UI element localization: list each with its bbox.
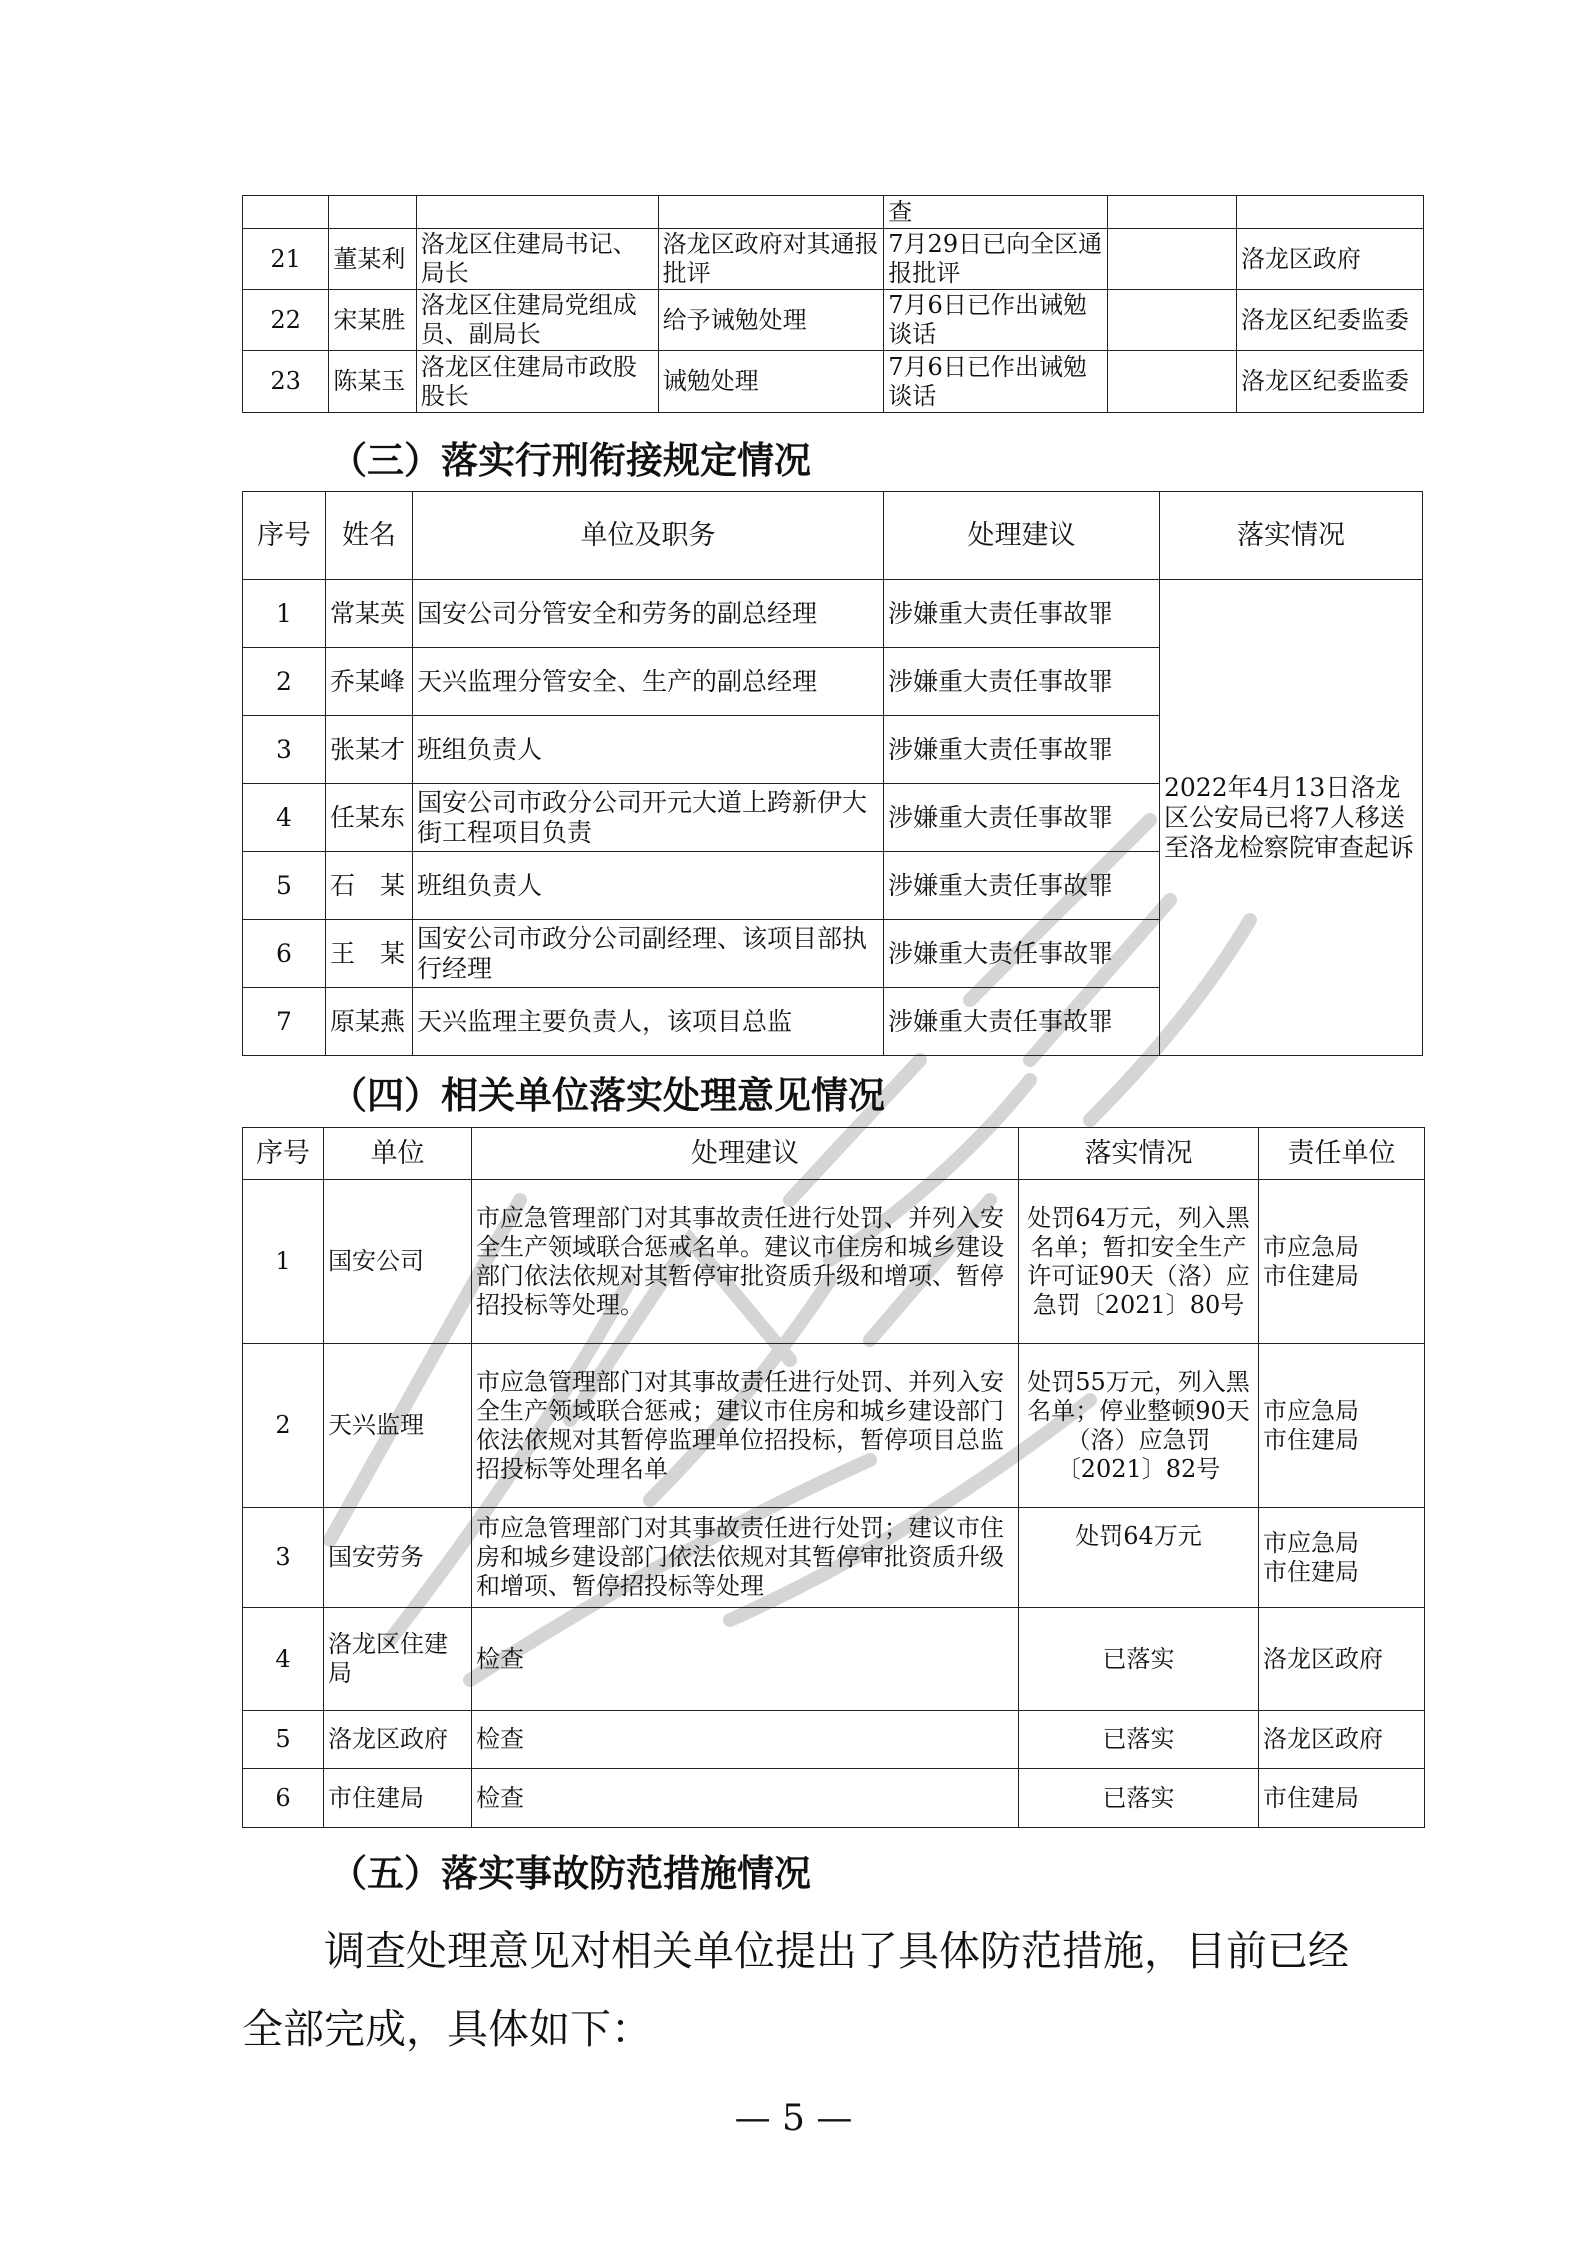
cell-org: 洛龙区纪委监委 bbox=[1236, 290, 1423, 351]
cell-org: 洛龙区政府 bbox=[1236, 229, 1423, 290]
cell-blank bbox=[1107, 290, 1236, 351]
cell-org: 洛龙区纪委监委 bbox=[1236, 351, 1423, 413]
cell-no: 3 bbox=[243, 1508, 324, 1608]
header-status: 落实情况 bbox=[1160, 492, 1423, 580]
cell-suggestion: 涉嫌重大责任事故罪 bbox=[884, 920, 1160, 988]
cell-no bbox=[243, 196, 329, 229]
cell-suggestion: 市应急管理部门对其事故责任进行处罚；建议市住房和城乡建设部门依法依规对其暂停审批资质升级和增项、暂停招投标等处理 bbox=[472, 1508, 1019, 1608]
table-header-row bbox=[243, 1128, 1425, 1180]
cell-no: 2 bbox=[243, 1344, 324, 1508]
cell-name: 乔某峰 bbox=[326, 648, 413, 716]
cell-unit: 国安公司分管安全和劳务的副总经理 bbox=[413, 580, 884, 648]
cell-suggestion: 给予诫勉处理 bbox=[658, 290, 884, 351]
cell-unit: 洛龙区住建局 bbox=[324, 1608, 472, 1711]
cell-unit: 国安劳务 bbox=[324, 1508, 472, 1608]
header-suggestion: 处理建议 bbox=[884, 492, 1160, 580]
cell-suggestion: 涉嫌重大责任事故罪 bbox=[884, 580, 1160, 648]
cell-suggestion: 诫勉处理 bbox=[658, 351, 884, 413]
cell-name: 张某才 bbox=[326, 716, 413, 784]
cell-name: 陈某玉 bbox=[329, 351, 416, 413]
cell-status: 已落实 bbox=[1019, 1711, 1259, 1769]
cell-no: 4 bbox=[243, 784, 326, 852]
cell-no: 2 bbox=[243, 648, 326, 716]
header-unit: 单位及职务 bbox=[413, 492, 884, 580]
header-no: 序号 bbox=[243, 1128, 324, 1180]
cell-unit: 市住建局 bbox=[324, 1769, 472, 1828]
table-header-row bbox=[243, 492, 1423, 580]
cell-status: 查 bbox=[884, 196, 1108, 229]
table-row bbox=[243, 196, 1424, 229]
cell-unit: 班组负责人 bbox=[413, 716, 884, 784]
table-row bbox=[243, 1608, 1425, 1711]
cell-suggestion: 洛龙区政府对其通报批评 bbox=[658, 229, 884, 290]
cell-status: 7月6日已作出诫勉谈话 bbox=[884, 351, 1108, 413]
table-continued bbox=[242, 195, 1424, 413]
cell-suggestion: 涉嫌重大责任事故罪 bbox=[884, 716, 1160, 784]
header-org: 责任单位 bbox=[1259, 1128, 1425, 1180]
body-paragraph bbox=[242, 1912, 1362, 2068]
table-row bbox=[243, 290, 1424, 351]
paragraph-text: 调查处理意见对相关单位提出了具体防范措施，目前已经全部完成，具体如下： bbox=[242, 1927, 1349, 2053]
table-row bbox=[243, 229, 1424, 290]
cell-unit: 洛龙区住建局书记、局长 bbox=[416, 229, 658, 290]
cell-name: 石 某 bbox=[326, 852, 413, 920]
table-row bbox=[243, 1508, 1425, 1608]
cell-org: 市应急局 市住建局 bbox=[1259, 1180, 1425, 1344]
cell-no: 1 bbox=[243, 580, 326, 648]
cell-suggestion: 市应急管理部门对其事故责任进行处罚、并列入安全生产领域联合惩戒；建议市住房和城乡建设部门依法依规对其暂停监理单位招投标，暂停项目总监招投标等处理名单 bbox=[472, 1344, 1019, 1508]
cell-suggestion: 市应急管理部门对其事故责任进行处罚、并列入安全生产领域联合惩戒名单。建议市住房和城乡建设部门依法依规对其暂停审批资质升级和增项、暂停招投标等处理。 bbox=[472, 1180, 1019, 1344]
cell-no: 7 bbox=[243, 988, 326, 1056]
cell-unit: 洛龙区住建局市政股股长 bbox=[416, 351, 658, 413]
cell-blank bbox=[1107, 351, 1236, 413]
table-row bbox=[243, 351, 1424, 413]
header-suggestion: 处理建议 bbox=[472, 1128, 1019, 1180]
cell-suggestion: 涉嫌重大责任事故罪 bbox=[884, 784, 1160, 852]
cell-status: 处罚64万元 bbox=[1019, 1508, 1259, 1608]
section-5-title: （五）落实事故防范措施情况 bbox=[330, 1851, 811, 1895]
cell-name: 常某英 bbox=[326, 580, 413, 648]
cell-unit bbox=[416, 196, 658, 229]
cell-status: 7月6日已作出诫勉谈话 bbox=[884, 290, 1108, 351]
table-row bbox=[243, 580, 1423, 648]
cell-blank bbox=[1107, 229, 1236, 290]
cell-status: 已落实 bbox=[1019, 1608, 1259, 1711]
cell-org: 市住建局 bbox=[1259, 1769, 1425, 1828]
header-unit: 单位 bbox=[324, 1128, 472, 1180]
cell-no: 5 bbox=[243, 852, 326, 920]
table-row bbox=[243, 1711, 1425, 1769]
cell-org: 洛龙区政府 bbox=[1259, 1711, 1425, 1769]
cell-unit: 国安公司 bbox=[324, 1180, 472, 1344]
cell-no: 4 bbox=[243, 1608, 324, 1711]
cell-org: 市应急局 市住建局 bbox=[1259, 1344, 1425, 1508]
cell-suggestion: 检查 bbox=[472, 1608, 1019, 1711]
section-3-title: （三）落实行刑衔接规定情况 bbox=[330, 438, 811, 482]
cell-unit: 天兴监理 bbox=[324, 1344, 472, 1508]
cell-name: 董某利 bbox=[329, 229, 416, 290]
page-number: — 5 — bbox=[734, 2098, 853, 2139]
cell-suggestion: 涉嫌重大责任事故罪 bbox=[884, 988, 1160, 1056]
cell-no: 1 bbox=[243, 1180, 324, 1344]
cell-unit: 洛龙区住建局党组成员、副局长 bbox=[416, 290, 658, 351]
cell-status: 7月29日已向全区通报批评 bbox=[884, 229, 1108, 290]
cell-no: 23 bbox=[243, 351, 329, 413]
cell-name: 宋某胜 bbox=[329, 290, 416, 351]
cell-suggestion bbox=[658, 196, 884, 229]
cell-status: 处罚64万元，列入黑名单；暂扣安全生产许可证90天（洛）应急罚〔2021〕80号 bbox=[1019, 1180, 1259, 1344]
table-row bbox=[243, 1769, 1425, 1828]
cell-suggestion: 涉嫌重大责任事故罪 bbox=[884, 852, 1160, 920]
cell-suggestion: 涉嫌重大责任事故罪 bbox=[884, 648, 1160, 716]
cell-no: 5 bbox=[243, 1711, 324, 1769]
cell-unit: 天兴监理分管安全、生产的副总经理 bbox=[413, 648, 884, 716]
header-no: 序号 bbox=[243, 492, 326, 580]
cell-status-merged: 2022年4月13日洛龙区公安局已将7人移送至洛龙检察院审查起诉 bbox=[1160, 580, 1423, 1056]
cell-suggestion: 检查 bbox=[472, 1769, 1019, 1828]
cell-name: 任某东 bbox=[326, 784, 413, 852]
cell-unit: 天兴监理主要负责人，该项目总监 bbox=[413, 988, 884, 1056]
cell-no: 6 bbox=[243, 1769, 324, 1828]
cell-name: 原某燕 bbox=[326, 988, 413, 1056]
cell-unit: 国安公司市政分公司副经理、该项目部执行经理 bbox=[413, 920, 884, 988]
cell-unit: 洛龙区政府 bbox=[324, 1711, 472, 1769]
table-section-4 bbox=[242, 1127, 1425, 1828]
cell-name: 王 某 bbox=[326, 920, 413, 988]
section-4-title: （四）相关单位落实处理意见情况 bbox=[330, 1073, 885, 1117]
cell-no: 22 bbox=[243, 290, 329, 351]
cell-org: 洛龙区政府 bbox=[1259, 1608, 1425, 1711]
cell-no: 3 bbox=[243, 716, 326, 784]
cell-unit: 国安公司市政分公司开元大道上跨新伊大街工程项目负责 bbox=[413, 784, 884, 852]
header-name: 姓名 bbox=[326, 492, 413, 580]
cell-suggestion: 检查 bbox=[472, 1711, 1019, 1769]
cell-unit: 班组负责人 bbox=[413, 852, 884, 920]
table-row bbox=[243, 1344, 1425, 1508]
cell-org: 市应急局 市住建局 bbox=[1259, 1508, 1425, 1608]
table-row bbox=[243, 1180, 1425, 1344]
cell-no: 6 bbox=[243, 920, 326, 988]
header-status: 落实情况 bbox=[1019, 1128, 1259, 1180]
cell-no: 21 bbox=[243, 229, 329, 290]
cell-status: 处罚55万元，列入黑名单；停业整顿90天（洛）应急罚〔2021〕82号 bbox=[1019, 1344, 1259, 1508]
cell-name bbox=[329, 196, 416, 229]
table-section-3 bbox=[242, 491, 1423, 1056]
cell-blank bbox=[1107, 196, 1236, 229]
cell-org bbox=[1236, 196, 1423, 229]
cell-status: 已落实 bbox=[1019, 1769, 1259, 1828]
